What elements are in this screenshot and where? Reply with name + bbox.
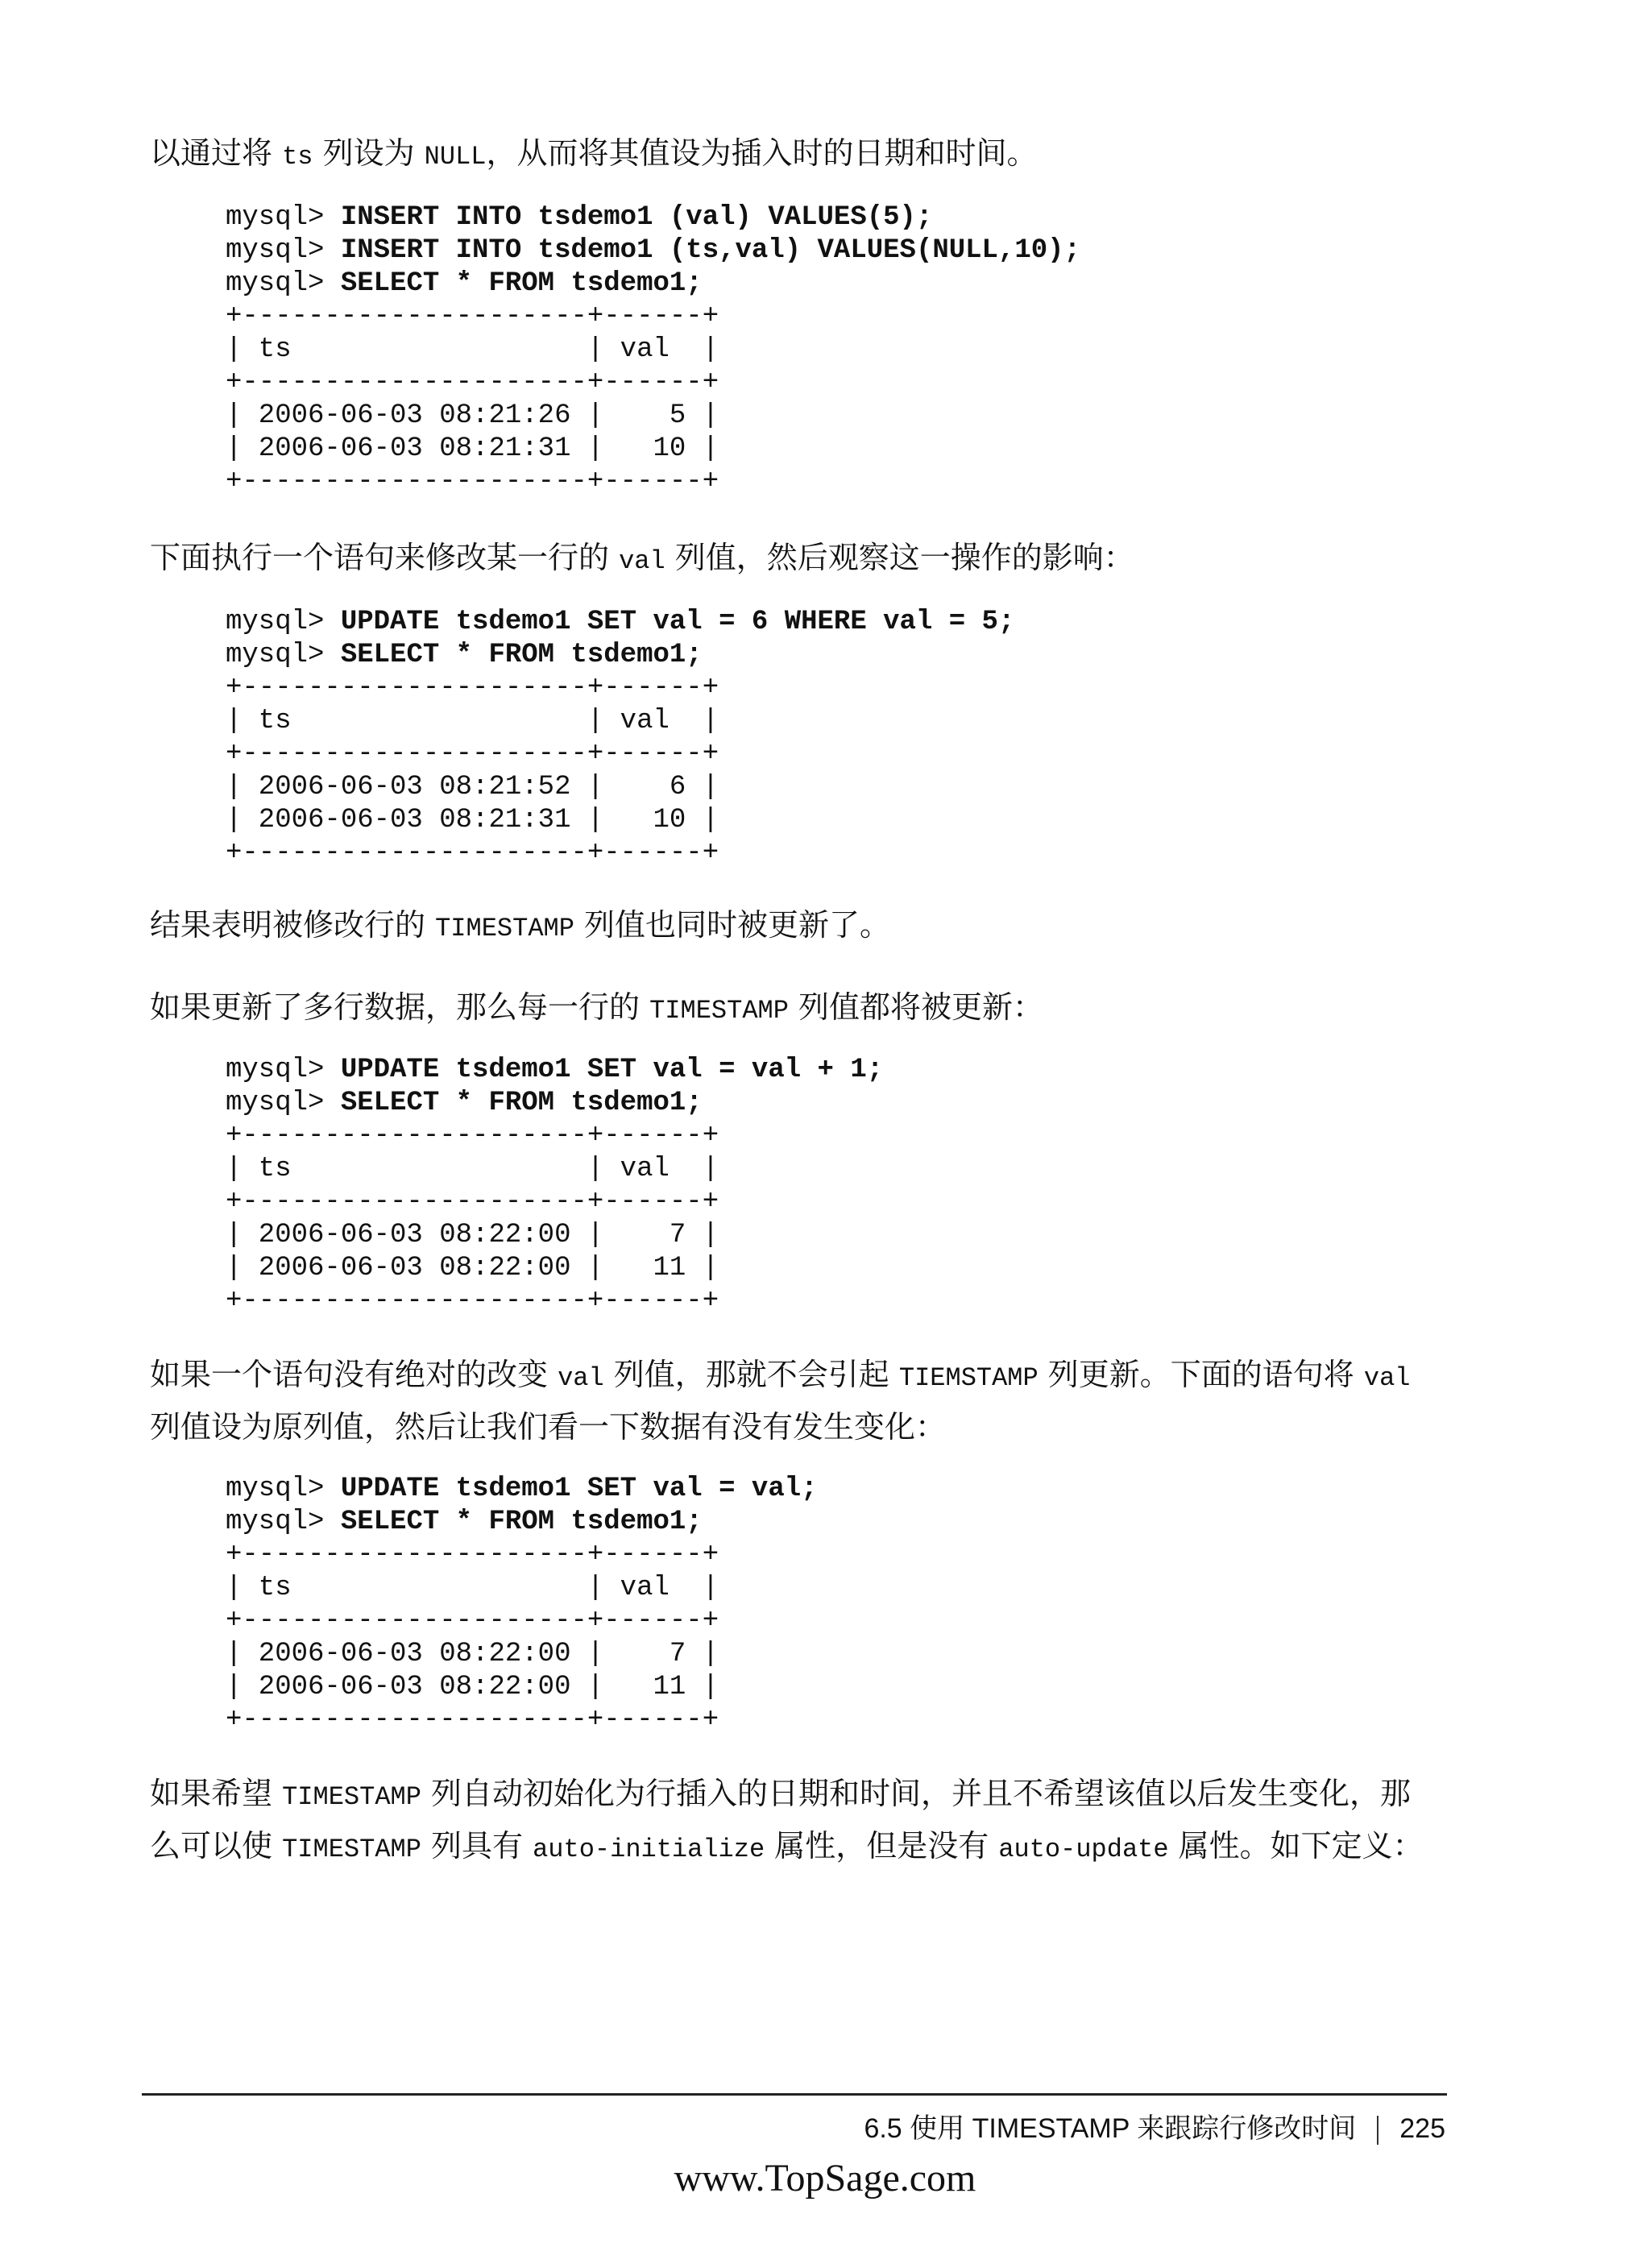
- prompt: mysql>: [226, 268, 341, 299]
- command-line: [226, 1087, 883, 1120]
- table-border: +---------------------+------+: [226, 367, 719, 398]
- text: 列更新。下面的语句将: [1038, 1357, 1364, 1392]
- text: 结果表明被修改行的: [150, 907, 436, 943]
- table-row: | 2006-06-03 08:21:52 | 6 |: [226, 772, 719, 802]
- paragraph-1: [150, 129, 1439, 181]
- section-title: 6.5 使用 TIMESTAMP 来跟踪行修改时间: [864, 2113, 1357, 2144]
- table-border: +---------------------+------+: [226, 1606, 719, 1636]
- paragraph-3: [150, 901, 1439, 953]
- command-line: [226, 639, 1014, 672]
- text: 以通过将: [150, 135, 283, 171]
- paragraph-6: [150, 1769, 1439, 1874]
- paragraph-4: [150, 983, 1439, 1035]
- sql-statement: UPDATE tsdemo1 SET val = 6 WHERE val = 5;: [340, 607, 1015, 637]
- sql-statement: INSERT INTO tsdemo1 (ts,val) VALUES(NULL,10);: [340, 235, 1080, 266]
- inline-code: auto-update: [998, 1835, 1169, 1864]
- paragraph-2: [150, 533, 1439, 586]
- text: 列值设为原列值，然后让我们看一下数据有没有发生变化：: [150, 1409, 947, 1445]
- table-header-row: | ts | val |: [226, 1573, 719, 1603]
- text: 属性。如下定义：: [1168, 1828, 1424, 1864]
- inline-code: val: [1363, 1363, 1411, 1393]
- command-line: [226, 606, 1014, 639]
- table-border: +---------------------+------+: [226, 673, 719, 703]
- footer-divider: [142, 2093, 1447, 2096]
- table-border: +---------------------+------+: [226, 1121, 719, 1151]
- table-border: +---------------------+------+: [226, 1540, 719, 1570]
- page-footer: [864, 2106, 1445, 2146]
- prompt: mysql>: [226, 1474, 341, 1504]
- text: 列值也同时被更新了。: [574, 907, 891, 943]
- command-line: [226, 1506, 818, 1539]
- text: 列具有: [421, 1828, 533, 1864]
- prompt: mysql>: [226, 1507, 341, 1537]
- sql-statement: SELECT * FROM tsdemo1;: [340, 268, 703, 299]
- table-row: | 2006-06-03 08:22:00 | 11 |: [226, 1672, 719, 1702]
- inline-code: NULL: [424, 142, 487, 172]
- sql-statement: SELECT * FROM tsdemo1;: [340, 1507, 703, 1537]
- prompt: mysql>: [226, 607, 341, 637]
- table-border: +---------------------+------+: [226, 838, 719, 869]
- inline-code: val: [558, 1363, 604, 1393]
- code-block-4: [226, 1473, 818, 1737]
- prompt: mysql>: [226, 1088, 341, 1118]
- prompt: mysql>: [226, 235, 341, 266]
- sql-statement: INSERT INTO tsdemo1 (val) VALUES(5);: [340, 202, 933, 233]
- text: ，从而将其值设为插入时的日期和时间。: [486, 135, 1038, 171]
- code-block-3: [226, 1054, 883, 1318]
- table-header-row: | ts | val |: [226, 1154, 719, 1184]
- inline-code: ts: [282, 142, 313, 172]
- code-block-1: [226, 201, 1080, 499]
- watermark: www.TopSage.com: [674, 2157, 976, 2200]
- inline-code: TIMESTAMP: [649, 996, 789, 1026]
- table-header-row: | ts | val |: [226, 334, 719, 365]
- table-row: | 2006-06-03 08:21:31 | 10 |: [226, 805, 719, 835]
- text: 如果更新了多行数据，那么每一行的: [150, 989, 650, 1025]
- table-row: | 2006-06-03 08:22:00 | 11 |: [226, 1253, 719, 1283]
- table-border: +---------------------+------+: [226, 1705, 719, 1735]
- command-line: [226, 267, 1080, 301]
- text: 下面执行一个语句来修改某一行的: [150, 540, 620, 575]
- inline-code: TIMESTAMP: [435, 914, 574, 943]
- code-block-2: [226, 606, 1014, 870]
- table-row: | 2006-06-03 08:22:00 | 7 |: [226, 1220, 719, 1250]
- inline-code: TIMESTAMP: [282, 1835, 421, 1864]
- text: 如果希望: [150, 1776, 283, 1811]
- table-border: +---------------------+------+: [226, 1187, 719, 1217]
- sql-statement: SELECT * FROM tsdemo1;: [340, 1088, 703, 1118]
- table-row: | 2006-06-03 08:21:31 | 10 |: [226, 433, 719, 464]
- text: 列值，那就不会引起: [603, 1357, 899, 1392]
- prompt: mysql>: [226, 640, 341, 670]
- prompt: mysql>: [226, 1055, 341, 1085]
- text: 列自动初始化为行插入的日期和时间，并且不希望该值以后发生变化，那么可以使: [150, 1776, 1412, 1864]
- table-border: +---------------------+------+: [226, 739, 719, 769]
- command-line: [226, 201, 1080, 234]
- text: 如果一个语句没有绝对的改变: [150, 1357, 558, 1392]
- footer-separator: [1377, 2116, 1378, 2145]
- table-border: +---------------------+------+: [226, 301, 719, 332]
- inline-code: TIEMSTAMP: [898, 1363, 1039, 1393]
- inline-code: val: [619, 546, 665, 576]
- prompt: mysql>: [226, 202, 341, 233]
- text: 属性，但是没有: [765, 1828, 999, 1864]
- sql-statement: SELECT * FROM tsdemo1;: [340, 640, 703, 670]
- table-row: | 2006-06-03 08:22:00 | 7 |: [226, 1639, 719, 1669]
- paragraph-5: [150, 1350, 1439, 1452]
- command-line: [226, 1054, 883, 1087]
- table-border: +---------------------+------+: [226, 466, 719, 497]
- text: 列值都将被更新：: [788, 989, 1044, 1025]
- table-border: +---------------------+------+: [226, 1286, 719, 1316]
- page-number: 225: [1399, 2113, 1445, 2144]
- command-line: [226, 234, 1080, 267]
- inline-code: TIMESTAMP: [282, 1782, 421, 1812]
- text: 列设为: [313, 135, 425, 171]
- sql-statement: UPDATE tsdemo1 SET val = val + 1;: [340, 1055, 884, 1085]
- sql-statement: UPDATE tsdemo1 SET val = val;: [340, 1474, 818, 1504]
- inline-code: auto-initialize: [533, 1835, 765, 1864]
- table-header-row: | ts | val |: [226, 706, 719, 736]
- text: 列值，然后观察这一操作的影响：: [665, 540, 1134, 575]
- command-line: [226, 1473, 818, 1506]
- table-row: | 2006-06-03 08:21:26 | 5 |: [226, 400, 719, 431]
